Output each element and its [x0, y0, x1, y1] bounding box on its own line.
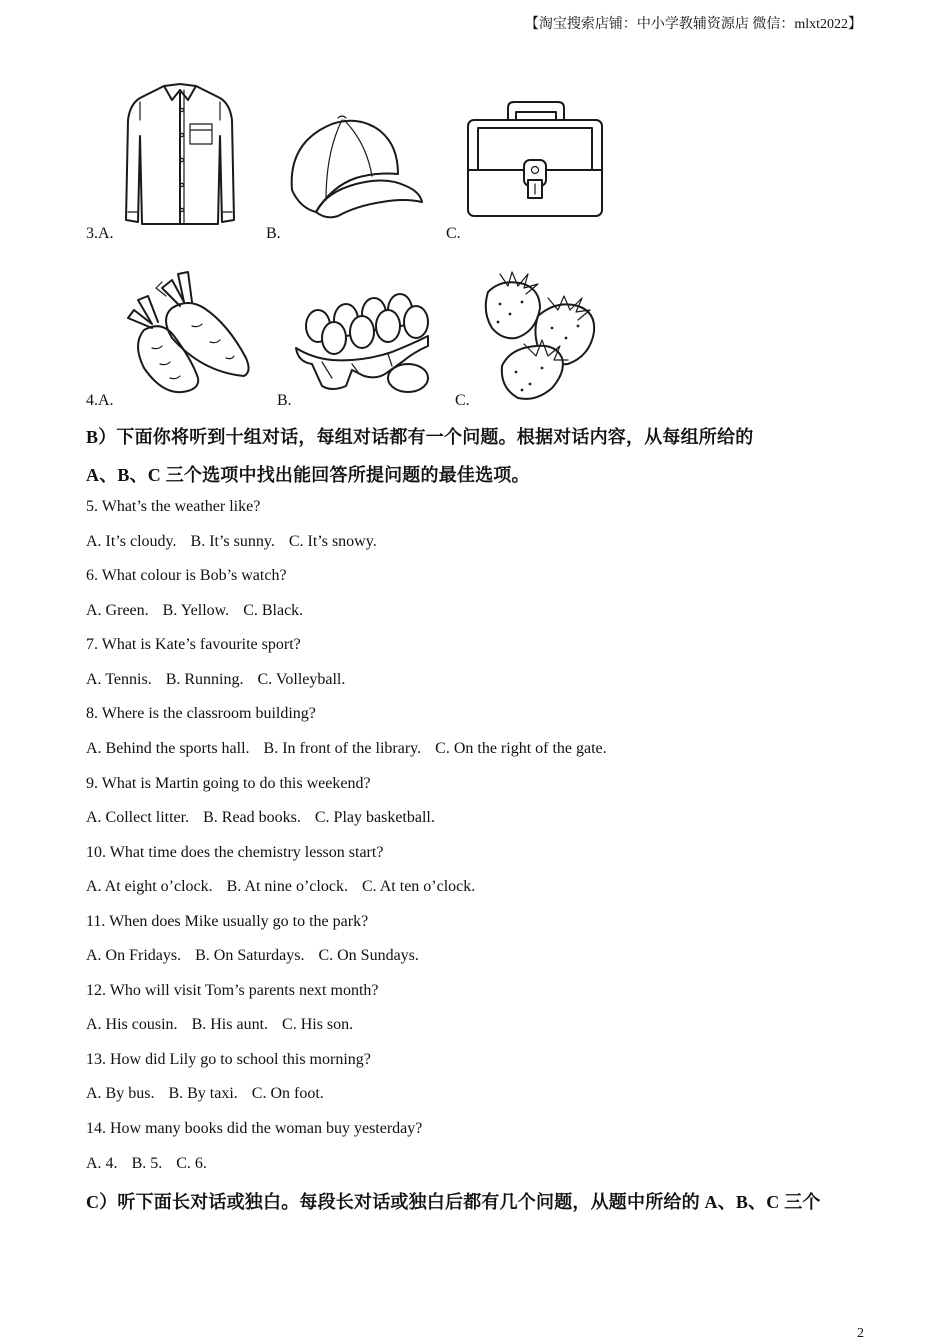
strawberries-icon	[478, 268, 602, 402]
question-13-options	[86, 1085, 338, 1103]
section-c-instruction: C）听下面长对话或独白。每段长对话或独白后都有几个问题，从题中所给的 A、B、C 三个	[86, 1192, 821, 1212]
question-11: 11. When does Mike usually go to the park?	[86, 913, 369, 930]
option-13a: A. By bus.	[86, 1085, 155, 1102]
option-9b: B. Read books.	[203, 809, 301, 826]
section-b-instruction-line1: B）下面你将听到十组对话，每组对话都有一个问题。根据对话内容，从每组所给的	[86, 427, 754, 447]
option-6b: B. Yellow.	[162, 602, 230, 619]
option-8c: C. On the right of the gate.	[435, 740, 607, 757]
option-7a: A. Tennis.	[86, 671, 152, 688]
question-12: 12. Who will visit Tom’s parents next month?	[86, 982, 379, 999]
page-number: 2	[857, 1326, 864, 1341]
option-6a: A. Green.	[86, 602, 149, 619]
option-12a: A. His cousin.	[86, 1016, 178, 1033]
section-b-instruction-line2: A、B、C 三个选项中找出能回答所提问题的最佳选项。	[86, 465, 530, 485]
option-12c: C. His son.	[282, 1016, 354, 1033]
carrots-icon	[122, 268, 252, 396]
question-10-options	[86, 878, 489, 896]
option-13b: B. By taxi.	[168, 1085, 238, 1102]
question-9-options	[86, 809, 449, 827]
option-14c: C. 6.	[176, 1155, 207, 1172]
option-8b: B. In front of the library.	[263, 740, 422, 757]
option-5a: A. It’s cloudy.	[86, 533, 177, 550]
option-label-4a: 4.A.	[86, 392, 114, 409]
question-6: 6. What colour is Bob’s watch?	[86, 567, 287, 584]
question-8: 8. Where is the classroom building?	[86, 705, 316, 722]
option-5c: C. It’s snowy.	[288, 533, 377, 550]
question-7: 7. What is Kate’s favourite sport?	[86, 636, 301, 653]
option-11b: B. On Saturdays.	[195, 947, 305, 964]
option-9c: C. Play basketball.	[314, 809, 435, 826]
option-label-3b: B.	[266, 225, 281, 242]
question-5: 5. What’s the weather like?	[86, 498, 261, 515]
question-10: 10. What time does the chemistry lesson start?	[86, 844, 384, 861]
option-12b: B. His aunt.	[191, 1016, 269, 1033]
briefcase-icon	[464, 100, 609, 222]
question-11-options	[86, 947, 433, 965]
page-header: 【淘宝搜索店铺：中小学教辅资源店 微信：mlxt2022】	[524, 17, 862, 32]
shirt-icon	[122, 80, 238, 230]
option-10c: C. At ten o’clock.	[361, 878, 476, 895]
option-label-4c: C.	[455, 392, 470, 409]
option-label-3a: 3.A.	[86, 225, 114, 242]
question-5-options	[86, 533, 391, 551]
eggs-icon	[292, 292, 434, 396]
question-6-options	[86, 602, 317, 620]
option-8a: A. Behind the sports hall.	[86, 740, 250, 757]
question-14: 14. How many books did the woman buy yesterday?	[86, 1120, 423, 1137]
question-12-options	[86, 1016, 367, 1034]
option-6c: C. Black.	[243, 602, 304, 619]
option-14a: A. 4.	[86, 1155, 118, 1172]
option-9a: A. Collect litter.	[86, 809, 190, 826]
question-7-options	[86, 671, 359, 689]
option-label-3c: C.	[446, 225, 461, 242]
option-14b: B. 5.	[131, 1155, 163, 1172]
option-7c: C. Volleyball.	[257, 671, 346, 688]
option-7b: B. Running.	[165, 671, 244, 688]
option-label-4b: B.	[277, 392, 292, 409]
option-13c: C. On foot.	[251, 1085, 324, 1102]
cap-icon	[286, 112, 426, 222]
question-14-options	[86, 1155, 221, 1173]
option-11a: A. On Fridays.	[86, 947, 182, 964]
option-11c: C. On Sundays.	[318, 947, 419, 964]
option-5b: B. It’s sunny.	[190, 533, 275, 550]
question-8-options	[86, 740, 621, 758]
question-13: 13. How did Lily go to school this morning?	[86, 1051, 371, 1068]
option-10b: B. At nine o’clock.	[226, 878, 348, 895]
question-9: 9. What is Martin going to do this weekend?	[86, 775, 371, 792]
option-10a: A. At eight o’clock.	[86, 878, 213, 895]
